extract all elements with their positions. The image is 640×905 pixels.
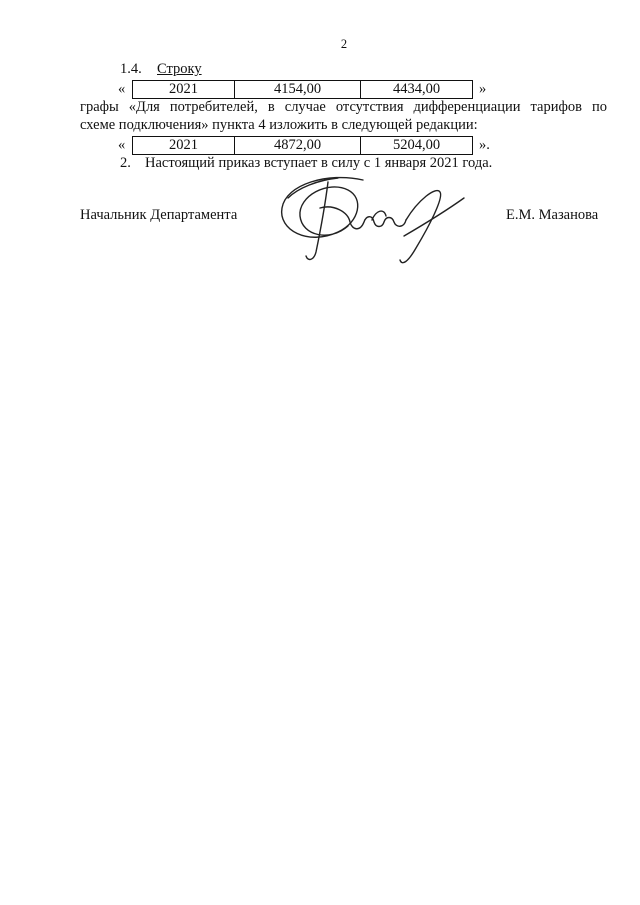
item-2-text: Настоящий приказ вступает в силу с 1 января 2021 года. (145, 155, 493, 171)
paragraph-grafy-line-2: схеме подключения» пункта 4 изложить в следующей редакции: (80, 117, 478, 133)
new-row-table (132, 136, 473, 155)
paragraph-grafy-line-1: графы «Для потребителей, в случае отсутствия дифференциации тарифов по (80, 99, 607, 115)
page-number: 2 (340, 37, 348, 51)
new-row-value-2: 5204,00 (360, 137, 472, 154)
item-2-number: 2. (120, 155, 131, 171)
old-row-table (132, 80, 473, 99)
item-1-4-number: 1.4. (120, 61, 142, 77)
new-row-value-1: 4872,00 (234, 137, 360, 154)
signer-name: Е.М. Мазанова (506, 207, 599, 223)
old-row-value-2: 4434,00 (360, 81, 472, 98)
old-row-close-quote: » (479, 81, 487, 97)
new-row-year: 2021 (169, 137, 198, 154)
new-row-open-quote: « (118, 137, 126, 153)
old-row-value-1: 4154,00 (234, 81, 360, 98)
old-row-open-quote: « (118, 81, 126, 97)
old-row-year: 2021 (169, 81, 198, 98)
signer-title: Начальник Департамента (80, 207, 238, 223)
handwritten-signature (268, 168, 468, 268)
item-1-4-word: Строку (157, 61, 202, 77)
item-1-4 (120, 62, 202, 77)
new-row-close-quote: ». (479, 137, 490, 153)
